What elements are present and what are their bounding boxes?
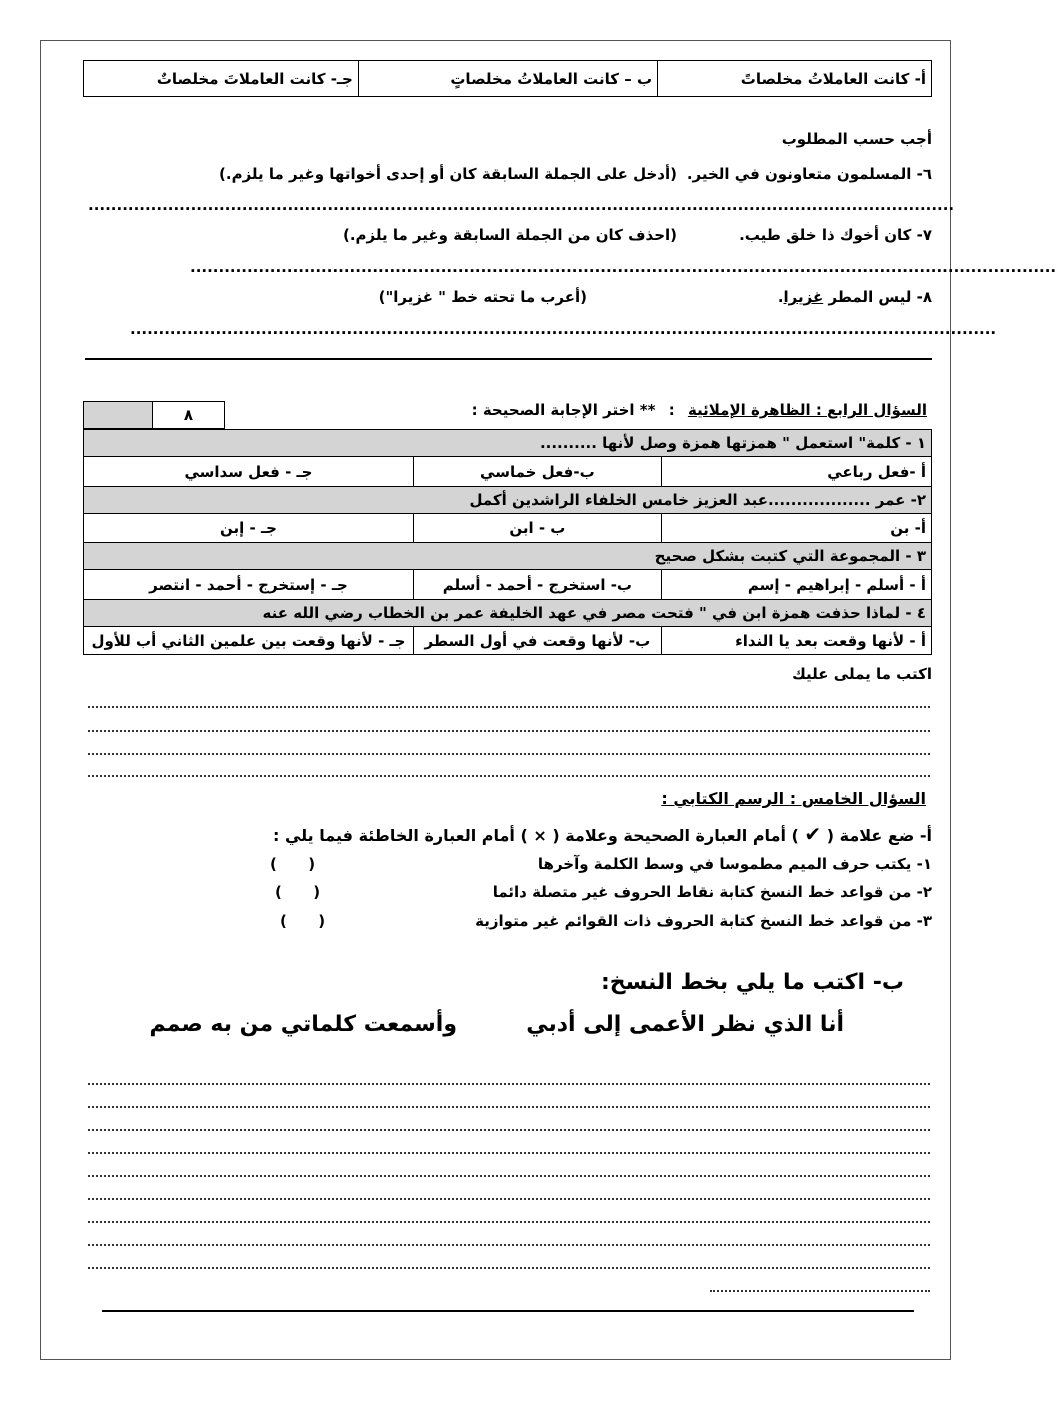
q6-sentence: ٦- المسلمون متعاونون في الخير. — [686, 165, 932, 183]
q4-item-2-question: ٢- عمر ..................عبد العزيز خامس الخلفاء الراشدين أكمل — [84, 487, 932, 514]
q4-item-3-option-a[interactable]: أ - أسلم - إبراهيم - إسم — [661, 570, 931, 600]
dictation-line[interactable] — [88, 706, 930, 708]
check-mark-icon: ✔ — [804, 822, 822, 846]
q4-item-4-option-c[interactable]: جـ - لأنها وقعت بين علمين الثاني أب للأول — [84, 627, 414, 655]
q4-options-row — [84, 457, 932, 487]
section-title: أجب حسب المطلوب — [781, 130, 932, 148]
q8-suffix: . — [777, 288, 784, 306]
q7-instruction: (احذف كان من الجملة السابقة وغير ما يلزم.) — [342, 226, 677, 244]
q4-question-row — [84, 543, 932, 570]
statement-2: ٢- من قواعد خط النسخ كتابة نقاط الحروف غير متصلة دائما — [492, 883, 932, 901]
score-value: ٨ — [152, 402, 224, 429]
q4-header — [472, 401, 927, 419]
writing-line[interactable] — [88, 1221, 930, 1223]
q4-options-row — [84, 570, 932, 600]
writing-line[interactable] — [88, 1106, 930, 1108]
writing-line[interactable] — [88, 1152, 930, 1154]
verse-first-hemistich: أنا الذي نظر الأعمى إلى أدبي — [526, 1012, 844, 1037]
writing-line[interactable] — [88, 1175, 930, 1177]
q4-options-row — [84, 627, 932, 655]
q8-instruction: (أعرب ما تحته خط " غزيرا") — [378, 288, 587, 306]
statement-1: ١- يكتب حرف الميم مطموسا في وسط الكلمة وآخرها — [537, 855, 932, 873]
section-divider — [85, 358, 932, 360]
writing-line[interactable] — [88, 1198, 930, 1200]
bottom-divider — [102, 1310, 914, 1312]
part-b-label: ب- اكتب ما يلي بخط النسخ: — [600, 970, 904, 995]
q4-item-2-option-b[interactable]: ب - ابن — [413, 514, 661, 543]
writing-line[interactable] — [710, 1290, 930, 1292]
q5-title: السؤال الخامس : الرسم الكتابي : — [661, 789, 926, 808]
q7-sentence: ٧- كان أخوك ذا خلق طيب. — [739, 226, 932, 244]
writing-line[interactable] — [88, 1267, 930, 1269]
part-a-middle: ) أمام العبارة الصحيحة وعلامة ( — [552, 826, 799, 845]
statement-3: ٣- من قواعد خط النسخ كتابة الحروف ذات القوائم غير متوازية — [475, 912, 932, 930]
q4-item-2-option-c[interactable]: جـ - إبن — [84, 514, 414, 543]
dictation-label: اكتب ما يملى عليك — [792, 665, 932, 683]
statement-1-brackets[interactable]: ( ) — [270, 855, 316, 873]
q8-underlined-word: غزيرا — [783, 288, 824, 306]
score-box — [83, 401, 225, 429]
top-option-c: جـ- كانت العاملاتَ مخلصاتٌ — [84, 61, 359, 97]
q4-question-row — [84, 487, 932, 514]
dictation-line[interactable] — [88, 775, 930, 777]
q4-item-1-question: ١ - كلمة" استعمل " همزتها همزة وصل لأنها .......... — [84, 430, 932, 457]
q8-sentence — [778, 288, 932, 306]
q8-answer-line[interactable]: ........................................................................................................................................................ — [130, 320, 997, 338]
dictation-line[interactable] — [88, 753, 930, 755]
q4-question-row — [84, 430, 932, 457]
q4-item-4-option-b[interactable]: ب- لأنها وقعت في أول السطر — [413, 627, 661, 655]
q7-answer-line[interactable]: ........................................................................................................................................................ — [190, 258, 1056, 276]
verse-second-hemistich: وأسمعت كلماتي من به صمم — [149, 1012, 457, 1037]
writing-line[interactable] — [88, 1083, 930, 1085]
statement-2-brackets[interactable]: ( ) — [275, 883, 321, 901]
q4-instruction: ** اختر الإجابة الصحيحة : — [471, 401, 656, 419]
q6-instruction: (أدخل على الجملة السابقة كان أو إحدى أخواتها وغير ما يلزم.) — [219, 165, 677, 183]
q4-item-3-option-b[interactable]: ب- استخرج - أحمد - أسلم — [413, 570, 661, 600]
q5-part-a-instruction — [273, 822, 932, 846]
q4-item-1-option-b[interactable]: ب-فعل خماسي — [413, 457, 661, 487]
q4-item-1-option-a[interactable]: أ -فعل رباعي — [661, 457, 931, 487]
dictation-line[interactable] — [88, 730, 930, 732]
q4-item-1-option-c[interactable]: جـ - فعل سداسي — [84, 457, 414, 487]
top-options-table — [83, 60, 932, 97]
q4-item-4-question: ٤ - لماذا حذفت همزة ابن في " فتحت مصر في عهد الخليفة عمر بن الخطاب رضي الله عنه — [84, 600, 932, 627]
q4-options-row — [84, 514, 932, 543]
q4-colon: : — [668, 401, 675, 419]
q4-item-3-option-c[interactable]: جـ - إستخرج - أحمد - انتصر — [84, 570, 414, 600]
writing-line[interactable] — [88, 1129, 930, 1131]
q4-item-3-question: ٣ - المجموعة التي كتبت بشكل صحيح — [84, 543, 932, 570]
q8-prefix: ٨- ليس المطر — [828, 288, 932, 306]
q6-answer-line[interactable]: ........................................................................................................................................................ — [88, 196, 955, 214]
q4-title: السؤال الرابع : الظاهرة الإملائية — [687, 401, 927, 419]
q4-question-row — [84, 600, 932, 627]
score-box-blank — [84, 402, 153, 429]
top-option-a: أ- كانت العاملاتُ مخلصاتً — [658, 61, 932, 97]
cross-mark-icon: × — [533, 826, 547, 845]
part-a-suffix: ) أمام العبارة الخاطئة فيما يلي : — [272, 826, 528, 845]
writing-line[interactable] — [88, 1244, 930, 1246]
q4-item-4-option-a[interactable]: أ - لأنها وقعت بعد يا النداء — [661, 627, 931, 655]
top-option-b: ب – كانت العاملاتُ مخلصاتٍ — [358, 61, 657, 97]
part-a-prefix: أ- ضع علامة ( — [826, 826, 932, 845]
q4-item-2-option-a[interactable]: أ- بن — [661, 514, 931, 543]
q4-table — [83, 429, 932, 655]
statement-3-brackets[interactable]: ( ) — [280, 912, 326, 930]
